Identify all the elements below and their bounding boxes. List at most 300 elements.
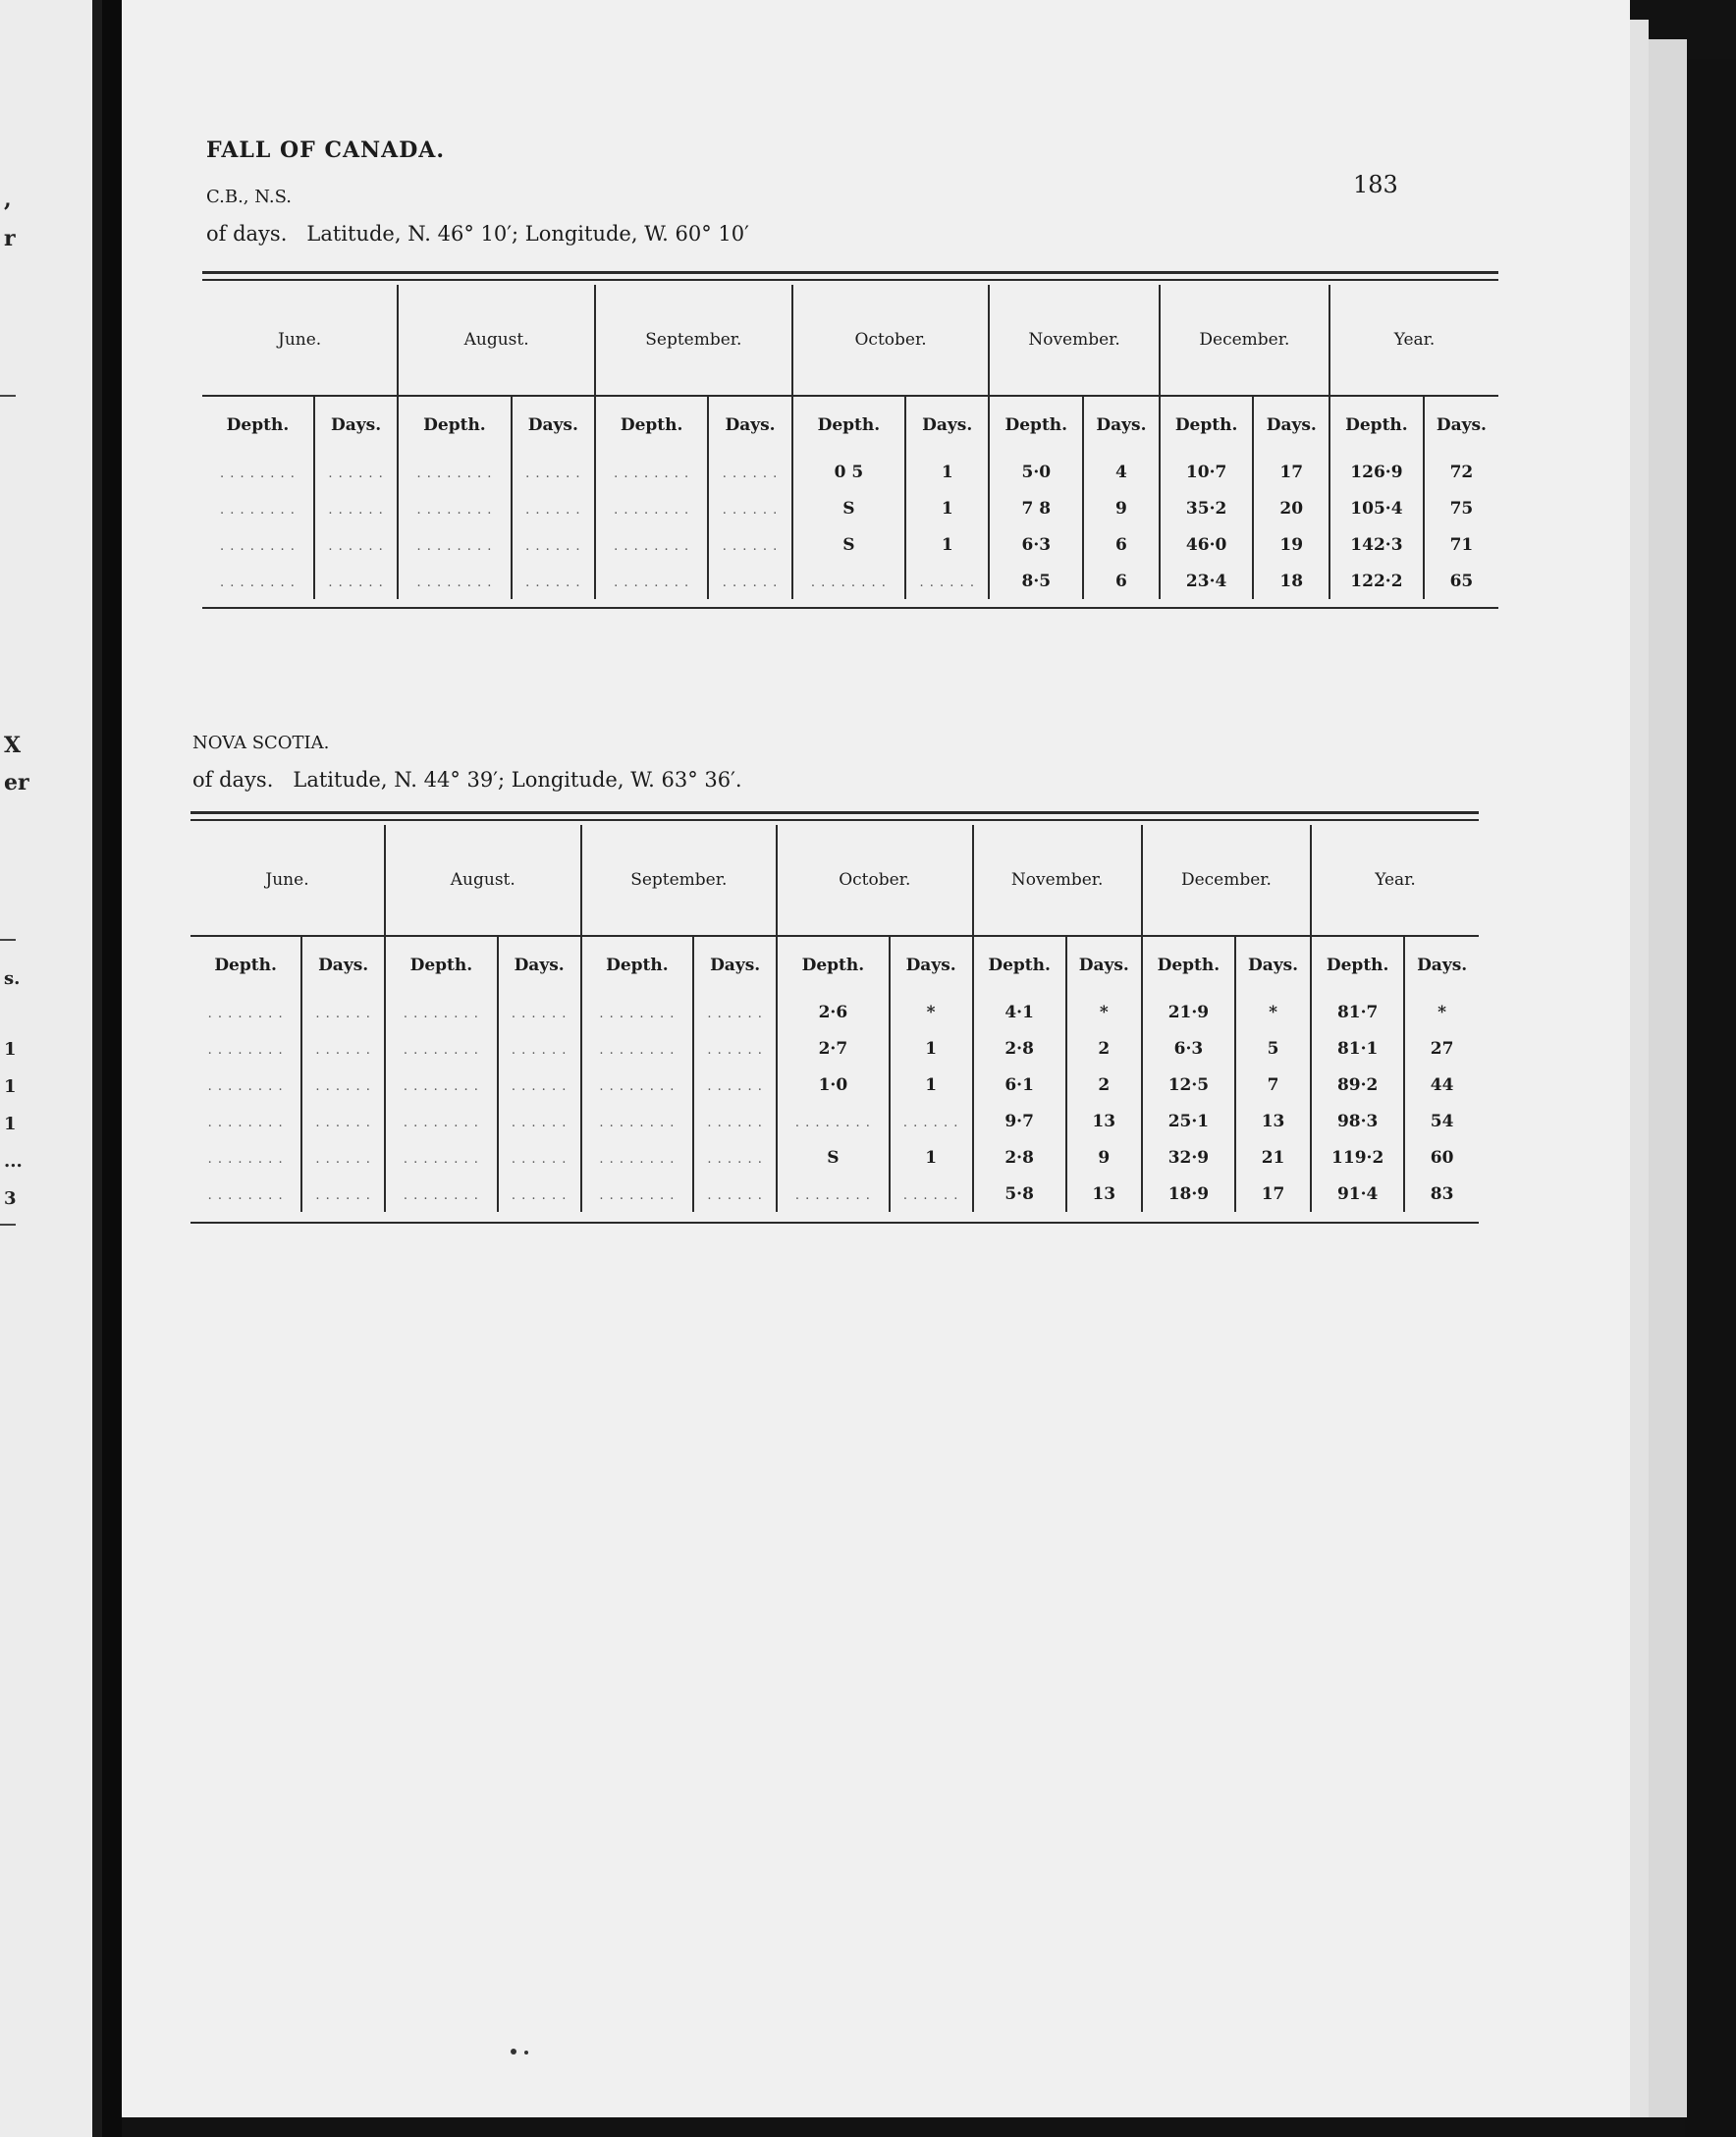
days-cell: 17 — [1253, 454, 1329, 490]
days-cell: 6 — [1083, 563, 1160, 599]
days-cell — [890, 1103, 973, 1139]
leader-dots: . . . . . . — [315, 1115, 371, 1130]
leader-dots: . . . . . . — [902, 1187, 959, 1203]
leader-dots: . . . . . . — [511, 1151, 568, 1167]
leader-dots: . . . . . . . . — [207, 1042, 284, 1058]
right-page — [122, 0, 1630, 2117]
days-header: Days. — [1417, 956, 1468, 975]
depth-cell — [581, 1176, 694, 1212]
month-header: November. — [989, 285, 1159, 396]
leader-dots: . . . . . . . . — [403, 1078, 479, 1094]
depth-cell: S — [777, 1139, 890, 1176]
depth-cell: 9·7 — [973, 1103, 1066, 1139]
background-dark — [1685, 59, 1736, 2137]
days-cell — [301, 1067, 385, 1103]
depth-cell — [581, 1067, 694, 1103]
leader-dots: . . . . . . . . — [599, 1006, 676, 1021]
left-fragment: , — [4, 187, 12, 212]
days-cell: 17 — [1235, 1176, 1311, 1212]
depth-cell: 126·9 — [1329, 454, 1424, 490]
leader-dots: . . . . . . . . — [794, 1115, 871, 1130]
running-head: FALL OF CANADA. — [206, 137, 446, 163]
left-fragment: X — [4, 733, 22, 758]
depth-header: Depth. — [792, 396, 905, 454]
leader-dots: . . . . . . . . — [416, 466, 493, 481]
days-cell: 54 — [1430, 1111, 1454, 1131]
leader-dots: . . . . . . . . — [599, 1187, 676, 1203]
leader-dots: . . . . . . — [328, 466, 384, 481]
caption-prefix: of days. — [192, 768, 274, 792]
days-cell — [301, 994, 385, 1030]
book-gutter — [102, 0, 122, 2137]
days-cell: 75 — [1449, 498, 1474, 519]
leader-dots: . . . . . . — [315, 1187, 371, 1203]
depth-cell: 21·9 — [1142, 994, 1235, 1030]
days-header: Days. — [498, 936, 581, 994]
station-name: C.B., N.S. — [206, 187, 292, 207]
depth-cell: 10·7 — [1160, 454, 1254, 490]
days-cell — [498, 1176, 581, 1212]
days-header: Days. — [708, 396, 791, 454]
depth-cell — [385, 1176, 498, 1212]
month-header: December. — [1160, 285, 1329, 396]
table-row — [202, 490, 1498, 526]
leader-dots: . . . . . . . . — [416, 575, 493, 590]
depth-header: Depth. — [1311, 936, 1404, 994]
leader-dots: . . . . . . . . — [599, 1115, 676, 1130]
depth-cell: 91·4 — [1311, 1176, 1404, 1212]
caption-separator: ; — [511, 222, 519, 246]
days-header: Days. — [693, 936, 777, 994]
leader-dots: . . . . . . . . — [207, 1187, 284, 1203]
depth-cell — [202, 563, 314, 599]
depth-header: Depth. — [989, 396, 1083, 454]
days-cell: 13 — [1235, 1103, 1311, 1139]
leader-dots: . . . . . . — [511, 1042, 568, 1058]
days-cell — [708, 490, 791, 526]
leader-dots: . . . . . . . . — [416, 502, 493, 518]
left-page-edge — [0, 0, 102, 2137]
depth-header: Depth. — [202, 396, 314, 454]
leader-dots: . . . . . . — [707, 1151, 763, 1167]
depth-header: Depth. — [973, 936, 1066, 994]
month-header: June. — [190, 825, 385, 936]
depth-header: Depth. — [1329, 396, 1424, 454]
depth-cell: 6·1 — [973, 1067, 1066, 1103]
days-cell: 60 — [1430, 1147, 1454, 1168]
table-row — [202, 454, 1498, 490]
days-cell — [498, 1030, 581, 1067]
depth-cell — [398, 454, 511, 490]
caption-separator: ; — [497, 768, 506, 792]
leader-dots: . . . . . . — [328, 538, 384, 554]
depth-header: Depth. — [1160, 396, 1254, 454]
depth-cell — [777, 1176, 890, 1212]
depth-header: Depth. — [777, 936, 890, 994]
days-cell: 1 — [905, 454, 989, 490]
depth-cell: 81·1 — [1311, 1030, 1404, 1067]
depth-header: Depth. — [581, 936, 694, 994]
station-caption — [192, 768, 742, 792]
leader-dots: . . . . . . — [707, 1115, 763, 1130]
month-header: Year. — [1329, 285, 1498, 396]
leader-dots: . . . . . . — [525, 575, 581, 590]
days-cell — [693, 994, 777, 1030]
days-cell — [708, 454, 791, 490]
leader-dots: . . . . . . . . — [403, 1151, 479, 1167]
days-cell — [512, 526, 595, 563]
leader-dots: . . . . . . — [511, 1115, 568, 1130]
left-fragment: 1 — [4, 1076, 17, 1097]
table-body — [202, 454, 1498, 599]
depth-cell: 2·8 — [973, 1139, 1066, 1176]
caption-longitude: Longitude, W. 60° 10′ — [524, 222, 749, 246]
days-cell — [314, 490, 398, 526]
depth-cell — [202, 526, 314, 563]
days-cell — [314, 563, 398, 599]
left-fragment: 1 — [4, 1114, 17, 1134]
leader-dots: . . . . . . . . — [614, 575, 690, 590]
depth-cell: 89·2 — [1311, 1067, 1404, 1103]
depth-header: Depth. — [190, 936, 301, 994]
days-cell: 18 — [1253, 563, 1329, 599]
days-cell: 1 — [890, 1139, 973, 1176]
leader-dots: . . . . . . — [315, 1042, 371, 1058]
sub-header-row — [190, 936, 1479, 994]
days-cell: * — [1066, 994, 1142, 1030]
double-rule — [202, 271, 1498, 274]
depth-cell — [581, 1139, 694, 1176]
snowfall-table-nova-scotia — [190, 825, 1479, 1212]
left-fragment: er — [4, 770, 29, 795]
leader-dots: . . . . . . — [722, 466, 779, 481]
leader-dots: . . . . . . — [525, 538, 581, 554]
month-header: September. — [595, 285, 792, 396]
depth-cell: 25·1 — [1142, 1103, 1235, 1139]
leader-dots: . . . . . . — [511, 1078, 568, 1094]
days-cell: 2 — [1066, 1030, 1142, 1067]
days-cell — [512, 454, 595, 490]
depth-cell: 6·3 — [989, 526, 1083, 563]
month-header: October. — [777, 825, 973, 936]
days-header: Days. — [512, 396, 595, 454]
days-cell: 1 — [890, 1030, 973, 1067]
page-number: 183 — [1353, 171, 1398, 198]
days-cell — [693, 1103, 777, 1139]
depth-header: Depth. — [385, 936, 498, 994]
depth-cell: 1·0 — [777, 1067, 890, 1103]
double-rule — [202, 279, 1498, 281]
days-cell — [498, 1103, 581, 1139]
depth-cell: 81·7 — [1311, 994, 1404, 1030]
days-cell: 1 — [905, 490, 989, 526]
leader-dots: . . . . . . . . — [599, 1042, 676, 1058]
leader-dots: . . . . . . . . — [403, 1115, 479, 1130]
leader-dots: . . . . . . — [525, 502, 581, 518]
depth-cell — [202, 454, 314, 490]
depth-cell: 35·2 — [1160, 490, 1254, 526]
days-cell — [314, 454, 398, 490]
days-header: Days. — [1083, 396, 1160, 454]
table-row — [190, 994, 1479, 1030]
leader-dots: . . . . . . — [707, 1042, 763, 1058]
days-header: Days. — [1436, 415, 1487, 435]
days-cell — [905, 563, 989, 599]
depth-header: Depth. — [1142, 936, 1235, 994]
depth-cell: 122·2 — [1329, 563, 1424, 599]
depth-cell: S — [792, 490, 905, 526]
leader-dots: . . . . . . . . — [416, 538, 493, 554]
table-row — [202, 563, 1498, 599]
depth-cell: 119·2 — [1311, 1139, 1404, 1176]
days-cell — [301, 1103, 385, 1139]
leader-dots: . . . . . . . . — [599, 1151, 676, 1167]
days-header: Days. — [314, 396, 398, 454]
depth-cell: 46·0 — [1160, 526, 1254, 563]
leader-dots: . . . . . . . . — [219, 502, 296, 518]
days-cell — [498, 1139, 581, 1176]
month-header: December. — [1142, 825, 1311, 936]
days-cell: 44 — [1430, 1074, 1454, 1095]
days-cell: 20 — [1253, 490, 1329, 526]
caption-longitude: Longitude, W. 63° 36′. — [511, 768, 742, 792]
days-header: Days. — [905, 396, 989, 454]
leader-dots: . . . . . . — [902, 1115, 959, 1130]
month-header: June. — [202, 285, 398, 396]
depth-cell: 2·7 — [777, 1030, 890, 1067]
leader-dots: . . . . . . . . — [207, 1151, 284, 1167]
days-cell: 71 — [1449, 534, 1474, 555]
days-cell — [314, 526, 398, 563]
leader-dots: . . . . . . — [722, 575, 779, 590]
leader-dots: . . . . . . . . — [207, 1115, 284, 1130]
days-cell — [708, 563, 791, 599]
depth-cell — [398, 563, 511, 599]
depth-cell — [581, 994, 694, 1030]
double-rule — [190, 819, 1479, 821]
depth-cell — [777, 1103, 890, 1139]
days-cell: 9 — [1083, 490, 1160, 526]
depth-cell — [595, 490, 708, 526]
month-header-row — [190, 825, 1479, 936]
leader-dots: . . . . . . . . — [403, 1042, 479, 1058]
days-header: Days. — [301, 936, 385, 994]
month-header: September. — [581, 825, 778, 936]
days-cell — [498, 994, 581, 1030]
leader-dots: . . . . . . . . — [403, 1187, 479, 1203]
table-bottom-rule — [190, 1222, 1479, 1224]
depth-cell — [190, 994, 301, 1030]
depth-cell — [190, 1139, 301, 1176]
days-cell: 1 — [890, 1067, 973, 1103]
leader-dots: . . . . . . . . — [403, 1006, 479, 1021]
left-fragment: ... — [4, 1151, 23, 1172]
days-cell: 83 — [1430, 1183, 1454, 1204]
leader-dots: . . . . . . — [511, 1006, 568, 1021]
leader-dots: . . . . . . — [919, 575, 975, 590]
days-cell: 4 — [1083, 454, 1160, 490]
depth-cell: S — [792, 526, 905, 563]
depth-header: Depth. — [398, 396, 511, 454]
depth-cell — [792, 563, 905, 599]
days-cell: * — [1235, 994, 1311, 1030]
leader-dots: . . . . . . . . — [599, 1078, 676, 1094]
depth-cell — [190, 1103, 301, 1139]
depth-cell — [581, 1103, 694, 1139]
days-header: Days. — [1066, 936, 1142, 994]
days-cell: 9 — [1066, 1139, 1142, 1176]
depth-cell: 5·0 — [989, 454, 1083, 490]
depth-cell — [385, 1103, 498, 1139]
depth-cell: 4·1 — [973, 994, 1066, 1030]
depth-cell: 98·3 — [1311, 1103, 1404, 1139]
station-name: NOVA SCOTIA. — [192, 733, 330, 753]
depth-cell: 105·4 — [1329, 490, 1424, 526]
leader-dots: . . . . . . — [707, 1187, 763, 1203]
days-cell: * — [1438, 1002, 1447, 1022]
depth-cell: 18·9 — [1142, 1176, 1235, 1212]
days-cell: 2 — [1066, 1067, 1142, 1103]
depth-cell — [595, 563, 708, 599]
days-cell — [693, 1067, 777, 1103]
depth-cell — [398, 490, 511, 526]
leader-dots: . . . . . . . . — [810, 575, 887, 590]
days-cell — [890, 1176, 973, 1212]
left-rule — [0, 1224, 16, 1226]
days-cell: 27 — [1430, 1038, 1454, 1059]
leader-dots: . . . . . . — [707, 1078, 763, 1094]
month-header: Year. — [1311, 825, 1479, 936]
days-cell — [512, 563, 595, 599]
left-rule — [0, 939, 16, 941]
leader-dots: . . . . . . . . — [614, 466, 690, 481]
left-fragment: s. — [4, 968, 21, 989]
caption-latitude: Latitude, N. 46° 10′ — [306, 222, 512, 246]
month-header: November. — [973, 825, 1142, 936]
days-cell: * — [890, 994, 973, 1030]
depth-cell: 2·6 — [777, 994, 890, 1030]
days-cell — [301, 1030, 385, 1067]
leader-dots: . . . . . . — [315, 1151, 371, 1167]
days-cell — [512, 490, 595, 526]
leader-dots: . . . . . . . . — [207, 1006, 284, 1021]
depth-cell: 5·8 — [973, 1176, 1066, 1212]
table-row — [190, 1030, 1479, 1067]
days-cell: 19 — [1253, 526, 1329, 563]
leader-dots: . . . . . . . . — [219, 466, 296, 481]
month-header-row — [202, 285, 1498, 396]
depth-cell — [595, 454, 708, 490]
depth-cell — [385, 1067, 498, 1103]
table-bottom-rule — [202, 607, 1498, 609]
table-row — [190, 1103, 1479, 1139]
leader-dots: . . . . . . — [722, 538, 779, 554]
depth-cell — [385, 994, 498, 1030]
left-rule — [0, 395, 16, 397]
left-fragment: r — [4, 226, 16, 251]
depth-cell — [190, 1030, 301, 1067]
days-cell — [708, 526, 791, 563]
depth-cell: 8·5 — [989, 563, 1083, 599]
month-header: August. — [398, 285, 595, 396]
left-fragment: 3 — [4, 1188, 17, 1209]
days-cell — [301, 1176, 385, 1212]
depth-cell: 6·3 — [1142, 1030, 1235, 1067]
depth-cell — [190, 1067, 301, 1103]
leader-dots: . . . . . . — [328, 575, 384, 590]
leader-dots: . . . . . . — [525, 466, 581, 481]
depth-cell: 23·4 — [1160, 563, 1254, 599]
ink-speck — [511, 2049, 516, 2055]
caption-prefix: of days. — [206, 222, 288, 246]
days-cell — [498, 1067, 581, 1103]
left-fragment: 1 — [4, 1039, 17, 1060]
days-header: Days. — [1235, 936, 1311, 994]
days-header: Days. — [890, 936, 973, 994]
leader-dots: . . . . . . — [707, 1006, 763, 1021]
days-cell: 13 — [1066, 1176, 1142, 1212]
days-cell: 5 — [1235, 1030, 1311, 1067]
sub-header-row — [202, 396, 1498, 454]
leader-dots: . . . . . . . . — [219, 538, 296, 554]
depth-cell — [385, 1030, 498, 1067]
leader-dots: . . . . . . — [511, 1187, 568, 1203]
left-page-shadow — [92, 0, 102, 2137]
leader-dots: . . . . . . — [315, 1006, 371, 1021]
double-rule — [190, 811, 1479, 814]
leader-dots: . . . . . . — [722, 502, 779, 518]
days-cell: 21 — [1235, 1139, 1311, 1176]
leader-dots: . . . . . . — [328, 502, 384, 518]
depth-cell — [398, 526, 511, 563]
leader-dots: . . . . . . . . — [219, 575, 296, 590]
table-row — [190, 1067, 1479, 1103]
snowfall-table-cb-ns — [202, 285, 1498, 599]
depth-header: Depth. — [595, 396, 708, 454]
depth-cell: 0 5 — [792, 454, 905, 490]
leader-dots: . . . . . . . . — [614, 538, 690, 554]
days-cell: 13 — [1066, 1103, 1142, 1139]
table-row — [190, 1176, 1479, 1212]
ink-speck — [524, 2051, 528, 2055]
days-cell: 72 — [1449, 462, 1474, 482]
days-cell: 1 — [905, 526, 989, 563]
leader-dots: . . . . . . . . — [794, 1187, 871, 1203]
depth-cell: 7 8 — [989, 490, 1083, 526]
month-header: August. — [385, 825, 581, 936]
depth-cell: 32·9 — [1142, 1139, 1235, 1176]
days-header: Days. — [1253, 396, 1329, 454]
depth-cell — [385, 1139, 498, 1176]
table-row — [190, 1139, 1479, 1176]
table-body — [190, 994, 1479, 1212]
days-cell — [693, 1176, 777, 1212]
depth-cell — [202, 490, 314, 526]
days-cell — [693, 1030, 777, 1067]
leader-dots: . . . . . . . . — [614, 502, 690, 518]
depth-cell — [581, 1030, 694, 1067]
station-caption — [206, 222, 749, 246]
days-cell: 7 — [1235, 1067, 1311, 1103]
caption-latitude: Latitude, N. 44° 39′ — [293, 768, 498, 792]
depth-cell: 12·5 — [1142, 1067, 1235, 1103]
depth-cell: 2·8 — [973, 1030, 1066, 1067]
table-row — [202, 526, 1498, 563]
days-cell — [693, 1139, 777, 1176]
leader-dots: . . . . . . . . — [207, 1078, 284, 1094]
leader-dots: . . . . . . — [315, 1078, 371, 1094]
depth-cell — [190, 1176, 301, 1212]
